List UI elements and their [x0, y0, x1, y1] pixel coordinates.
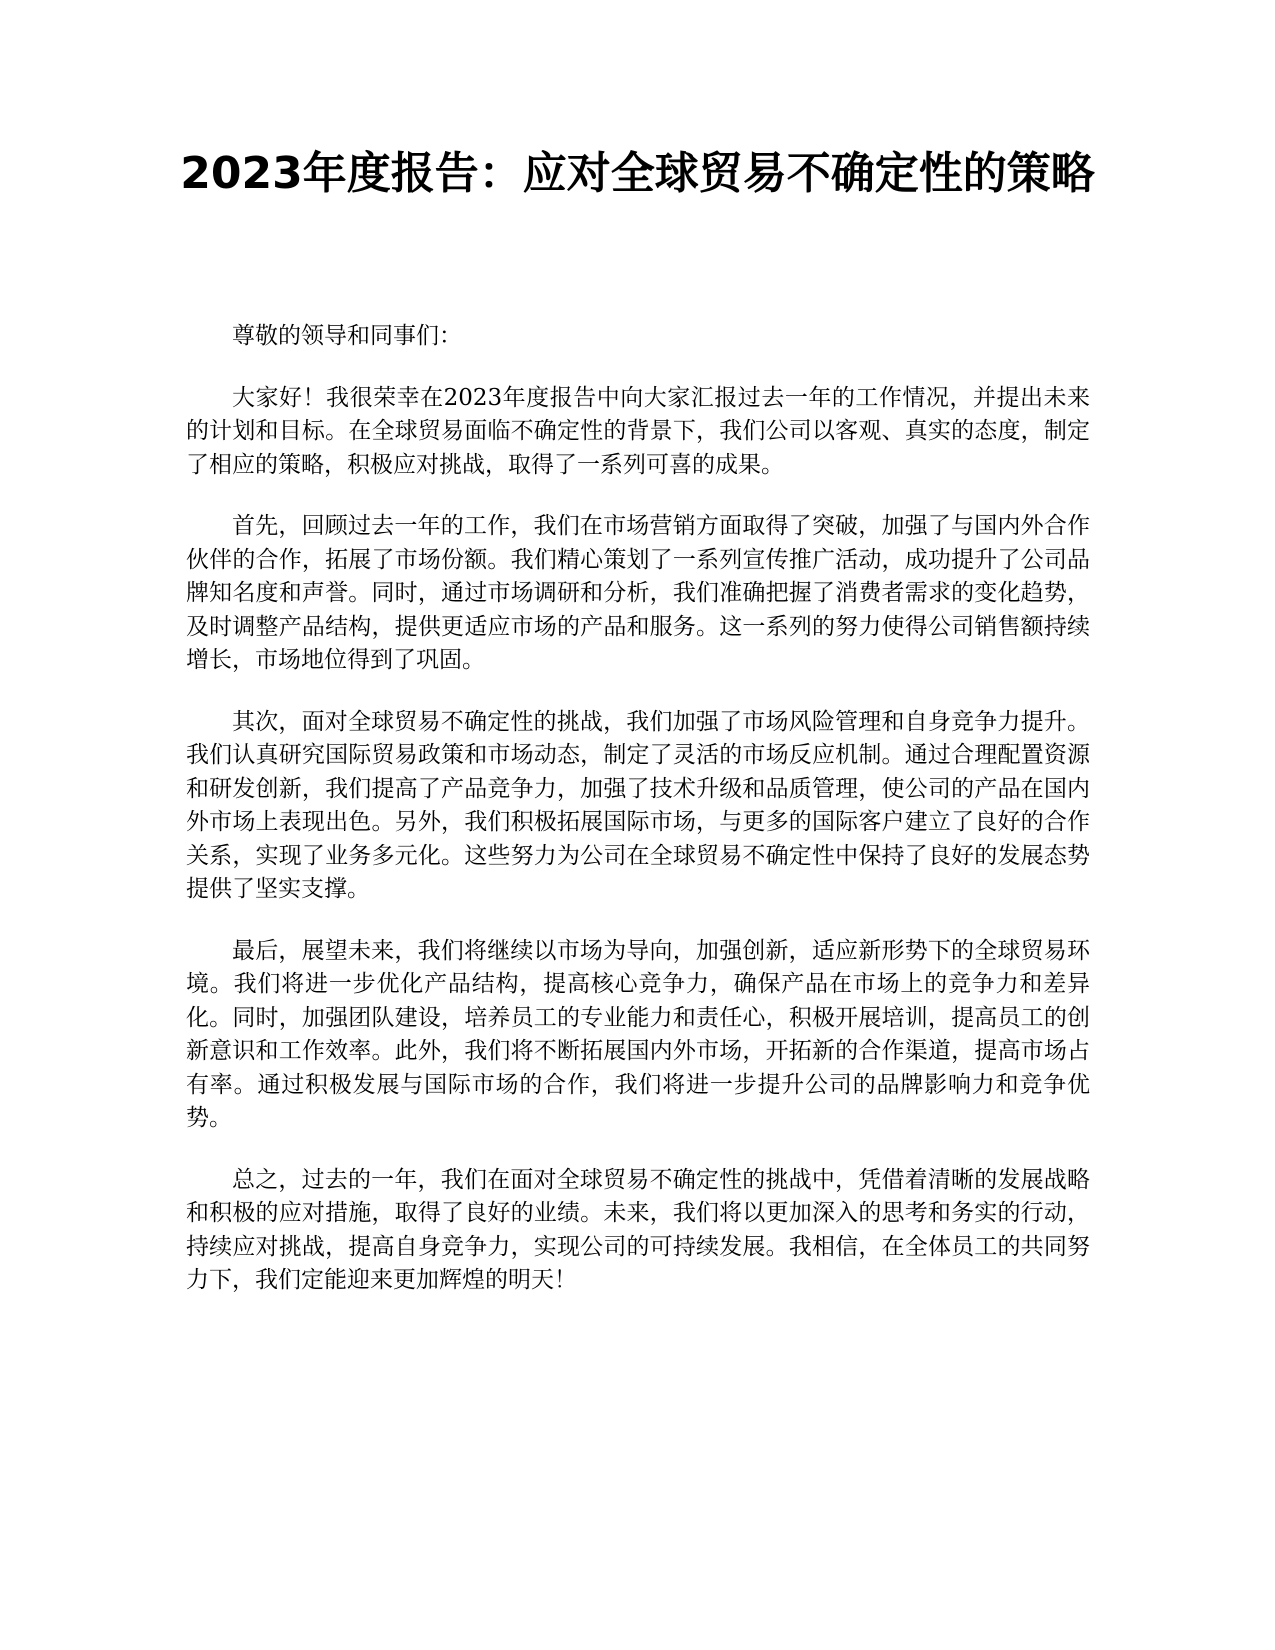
salutation: 尊敬的领导和同事们： [232, 323, 462, 349]
document-body [186, 320, 1090, 1326]
paragraph-review: 首先，回顾过去一年的工作，我们在市场营销方面取得了突破，加强了与国内外合作伙伴的合作，拓展了市场份额。我们精心策划了一系列宣传推广活动，成功提升了公司品牌知名度和声誉。同时，通过市场调研和分析，我们准确把握了消费者需求的变化趋势，及时调整产品结构，提供更适应市场的产品和服务。这一系列的努力使得公司销售额持续增长，市场地位得到了巩固。 [186, 513, 1090, 673]
paragraph-conclusion: 总之，过去的一年，我们在面对全球贸易不确定性的挑战中，凭借着清晰的发展战略和积极的应对措施，取得了良好的业绩。未来，我们将以更加深入的思考和务实的行动，持续应对挑战，提高自身竞争力，实现公司的可持续发展。我相信，在全体员工的共同努力下，我们定能迎来更加辉煌的明天！ [186, 1166, 1090, 1293]
paragraph-challenges: 其次，面对全球贸易不确定性的挑战，我们加强了市场风险管理和自身竞争力提升。我们认真研究国际贸易政策和市场动态，制定了灵活的市场反应机制。通过合理配置资源和研发创新，我们提高了产品竞争力，加强了技术升级和品质管理，使公司的产品在国内外市场上表现出色。另外，我们积极拓展国际市场，与更多的国际客户建立了良好的合作关系，实现了业务多元化。这些努力为公司在全球贸易不确定性中保持了良好的发展态势提供了坚实支撑。 [186, 708, 1090, 902]
paragraph-outlook: 最后，展望未来，我们将继续以市场为导向，加强创新，适应新形势下的全球贸易环境。我们将进一步优化产品结构，提高核心竞争力，确保产品在市场上的竞争力和差异化。同时，加强团队建设，培养员工的专业能力和责任心，积极开展培训，提高员工的创新意识和工作效率。此外，我们将不断拓展国内外市场，开拓新的合作渠道，提高市场占有率。通过积极发展与国际市场的合作，我们将进一步提升公司的品牌影响力和竞争优势。 [186, 937, 1090, 1131]
document-title: 2023年度报告：应对全球贸易不确定性的策略 [180, 148, 1095, 199]
paragraph-greeting: 大家好！我很荣幸在2023年度报告中向大家汇报过去一年的工作情况，并提出未来的计划和目标。在全球贸易面临不确定性的背景下，我们公司以客观、真实的态度，制定了相应的策略，积极应对挑战，取得了一系列可喜的成果。 [186, 384, 1090, 478]
